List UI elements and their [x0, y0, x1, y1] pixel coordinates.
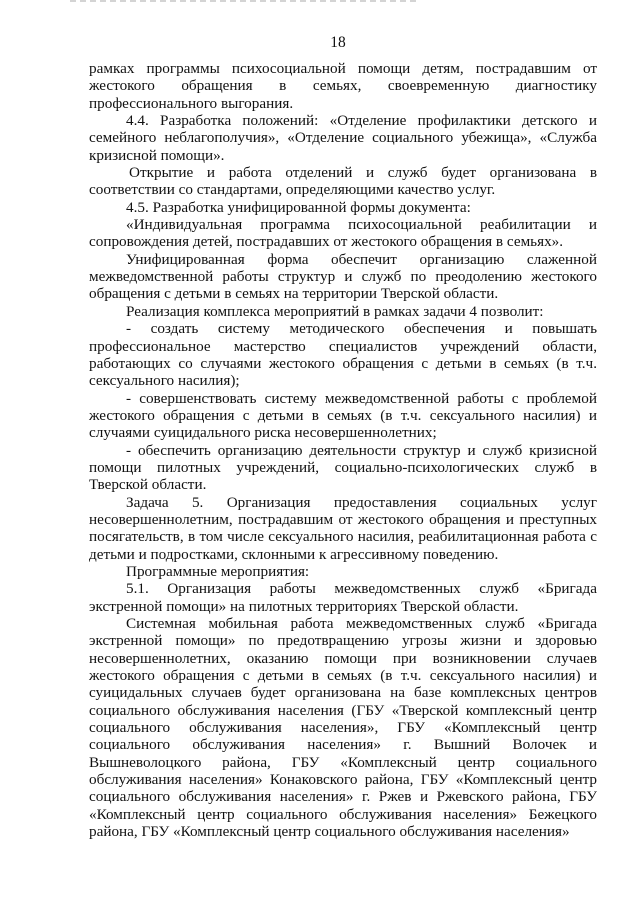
body-paragraph: 4.5. Разработка унифицированной формы документа:: [126, 198, 471, 216]
body-paragraph: - обеспечить организацию деятельности структур и служб кризисной помощи пилотных учреждений, социально-психологических служб в Тверской области.: [89, 441, 597, 494]
body-paragraph: Реализация комплекса мероприятий в рамках задачи 4 позволит:: [126, 302, 544, 320]
page-number: 18: [330, 34, 346, 51]
body-paragraph: - создать систему методического обеспечения и повышать профессиональное мастерство специалистов учреждений области, работающих со случаями жестокого обращения с детьми в семьях (в т.ч. сексуального насилия);: [89, 320, 597, 390]
body-paragraph: «Индивидуальная программа психосоциальной реабилитации и сопровождения детей, пострадавших от жестокого обращения в семьях».: [89, 216, 597, 251]
body-paragraph: 5.1. Организация работы межведомственных служб «Бригада экстренной помощи» на пилотных территориях Тверской области.: [89, 580, 597, 615]
scan-top-edge: [70, 0, 420, 2]
body-paragraph: рамках программы психосоциальной помощи детям, пострадавшим от жестокого обращения в семьях, своевременную диагностику профессионального выгорания.: [89, 60, 597, 112]
body-paragraph: Системная мобильная работа межведомственных служб «Бригада экстренной помощи» по предотвращению угрозы жизни и здоровью несовершеннолетних, оказанию помощи при возникновении случаев жестокого обращения с детьми в семьях (в т.ч. сексуального насилия) и суицидальных случаев будет организована на базе комплексных центров социального обслуживания населения (ГБУ «Тверской комплексный центр социального обслуживания населения», ГБУ «Комплексный центр социального обслуживания населения» г. Вышний Волочек и Вышневолоцкого района, ГБУ «Комплексный центр социального обслуживания населения» Конаковского района, ГБУ «Комплексный центр социального обслуживания населения» г. Ржев и Ржевского района, ГБУ «Комплексный центр социального обслуживания населения» Бежецкого района, ГБУ «Комплексный центр социального обслуживания населения»: [89, 615, 597, 841]
body-paragraph: Открытие и работа отделений и служб будет организована в соответствии со стандартами, определяющими качество услуг.: [89, 164, 597, 199]
body-paragraph: Программные мероприятия:: [126, 562, 310, 580]
body-paragraph: Задача 5. Организация предоставления социальных услуг несовершеннолетним, пострадавшим от жестокого обращения и преступных посягательств, в том числе сексуального насилия, реабилитационная работа с детьми и подростками, склонными к агрессивному поведению.: [89, 493, 597, 563]
body-paragraph: 4.4. Разработка положений: «Отделение профилактики детского и семейного неблагополучия», «Отделение социального убежища», «Служба кризисной помощи».: [89, 112, 597, 164]
document-body: [89, 60, 597, 840]
body-paragraph: Унифицированная форма обеспечит организацию слаженной межведомственной работы структур и служб по преодолению жестокого обращения с детьми в семьях на территории Тверской области.: [89, 250, 597, 303]
body-paragraph: - совершенствовать систему межведомственной работы с проблемой жестокого обращения с детьми в семьях (в т.ч. сексуального насилия) и случаями суицидального риска несовершеннолетних;: [89, 389, 597, 442]
